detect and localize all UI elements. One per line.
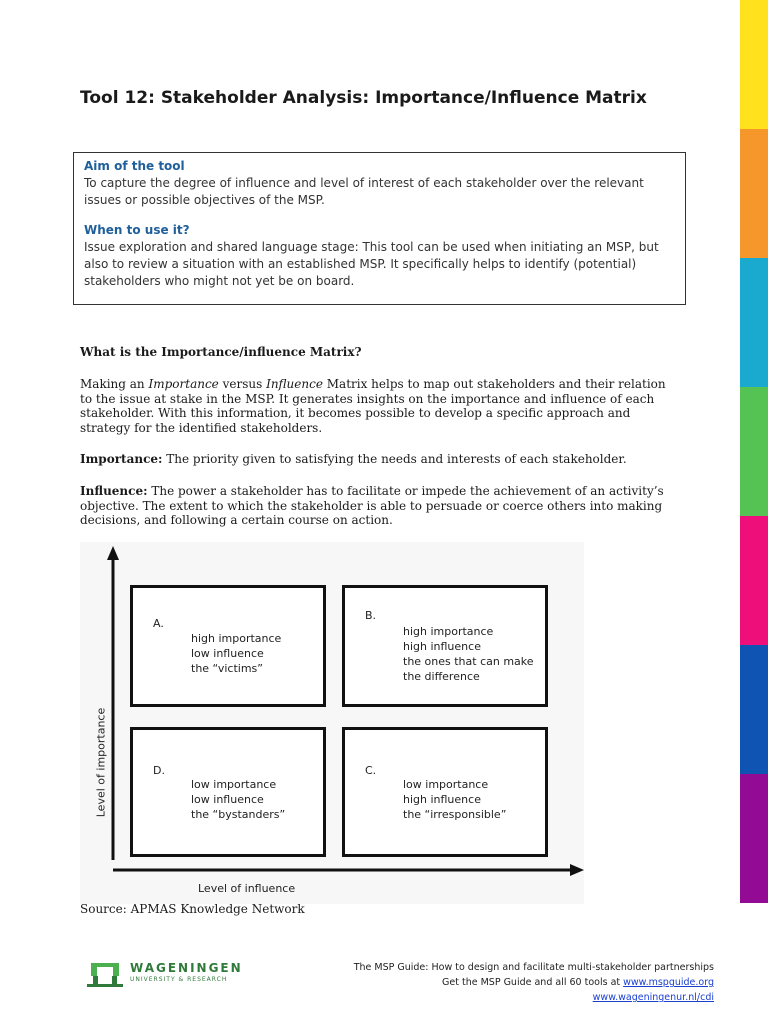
influence-definition xyxy=(80,484,680,528)
wageningen-logo xyxy=(85,958,245,988)
section-heading xyxy=(80,345,680,360)
importance-label: Importance: xyxy=(80,452,163,466)
quadrant-a-letter: A. xyxy=(153,617,164,630)
quadrant-c xyxy=(342,727,548,857)
footer-line-2-prefix: Get the MSP Guide and all 60 tools at xyxy=(442,977,624,988)
quadrant-c-letter: C. xyxy=(365,764,377,777)
x-axis-arrowhead xyxy=(570,864,584,876)
importance-definition xyxy=(80,452,680,467)
quadrant-b-line: high influence xyxy=(403,640,481,653)
importance-text: The priority given to satisfying the needs and interests of each stakeholder. xyxy=(162,452,627,466)
strip-segment-orange xyxy=(740,129,768,258)
quadrant-c-line: low importance xyxy=(403,778,489,791)
quadrant-a xyxy=(130,585,326,707)
quadrant-b-line: the ones that can make xyxy=(403,655,534,668)
footer-text xyxy=(354,960,714,1005)
quadrant-b-line: high importance xyxy=(403,625,494,638)
aim-text: To capture the degree of influence and level of interest of each stakeholder over the relevant issues or possible objectives of the MSP. xyxy=(84,176,644,207)
strip-segment-cyan xyxy=(740,258,768,387)
quadrant-a-line: low influence xyxy=(191,647,264,660)
logo-name: WAGENINGEN xyxy=(130,961,243,975)
mspguide-link[interactable]: www.mspguide.org xyxy=(623,977,714,988)
source-citation: Source: APMAS Knowledge Network xyxy=(80,902,305,916)
quadrant-d-letter: D. xyxy=(153,764,165,777)
quadrant-b xyxy=(342,585,548,707)
footer-line-2 xyxy=(354,975,714,990)
strip-segment-magenta xyxy=(740,516,768,645)
quadrant-d-line: low importance xyxy=(191,778,277,791)
when-heading: When to use it? xyxy=(84,223,190,237)
strip-segment-yellow xyxy=(740,0,768,129)
footer-line-1: The MSP Guide: How to design and facilitate multi-stakeholder partnerships xyxy=(353,962,714,973)
quadrant-b-line: the difference xyxy=(403,670,480,683)
aim-heading: Aim of the tool xyxy=(84,159,185,173)
footer-line-3 xyxy=(354,990,714,1005)
color-strip xyxy=(740,0,768,905)
intro-part-1: Making an xyxy=(80,377,149,391)
quadrant-b-letter: B. xyxy=(365,609,377,622)
page-title: Tool 12: Stakeholder Analysis: Importance/Influence Matrix xyxy=(80,88,647,108)
intro-paragraph xyxy=(80,377,680,435)
when-text: Issue exploration and shared language stage: This tool can be used when initiating an MSP, but also to review a situation with an established MSP. It specifically helps to identify (potential) stakeholders who might not yet be on board. xyxy=(84,240,659,288)
strip-segment-blue xyxy=(740,645,768,774)
quadrant-a-line: high importance xyxy=(191,632,282,645)
influence-text: The power a stakeholder has to facilitate or impede the achievement of an activity’s objective. The extent to which the stakeholder is able to persuade or coerce others into making decisions, and following a certain course on action. xyxy=(80,484,664,527)
aim-box xyxy=(73,152,686,305)
intro-part-2: versus xyxy=(218,377,267,391)
quadrant-c-line: high influence xyxy=(403,793,481,806)
quadrant-a-line: the “victims” xyxy=(191,662,263,675)
quadrant-c-line: the “irresponsible” xyxy=(403,808,507,821)
y-axis-arrowhead xyxy=(107,546,119,560)
intro-influence-word: Influence xyxy=(266,377,323,391)
wageningen-logo-icon xyxy=(85,958,125,988)
intro-part-3: Matrix helps to map out stakeholders and their relation to the issue at stake in the MSP. It generates insights on the importance and influence of each stakeholder. With this information, it becomes possible to develop a specific approach and strategy for the identified stakeholders. xyxy=(80,377,666,435)
quadrant-d xyxy=(130,727,326,857)
section-heading-text: What is the Importance/influence Matrix? xyxy=(80,345,362,359)
influence-label: Influence: xyxy=(80,484,148,498)
importance-influence-matrix xyxy=(80,542,584,904)
quadrant-d-line: the “bystanders” xyxy=(191,808,286,821)
intro-importance-word: Importance xyxy=(148,377,219,391)
logo-subtitle: UNIVERSITY & RESEARCH xyxy=(130,976,228,983)
x-axis-label: Level of influence xyxy=(198,882,296,895)
quadrant-d-line: low influence xyxy=(191,793,264,806)
wageningen-link[interactable]: www.wageningenur.nl/cdi xyxy=(592,992,714,1003)
strip-segment-purple xyxy=(740,774,768,903)
strip-segment-green xyxy=(740,387,768,516)
y-axis-label: Level of importance xyxy=(94,707,108,818)
